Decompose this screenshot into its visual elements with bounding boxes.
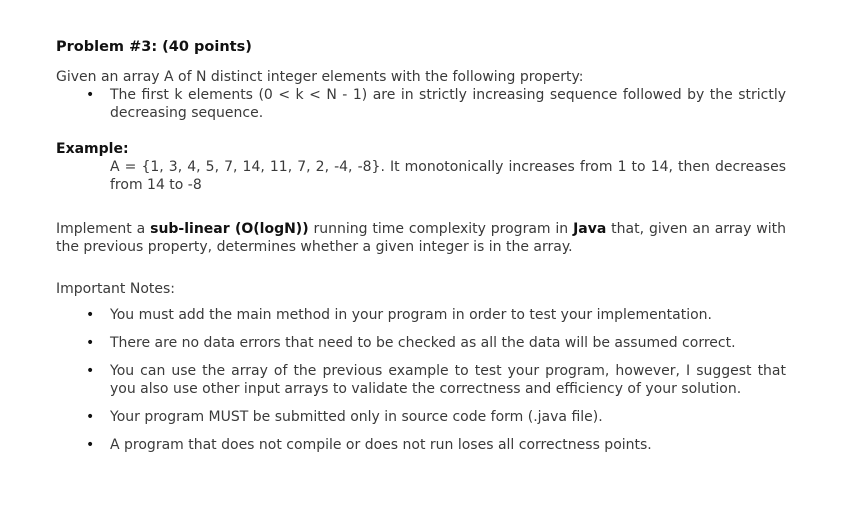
note-item: [56, 334, 786, 352]
property-text: The first k elements (0 < k < N - 1) are in strictly increasing sequence followed by the strictly decreasing sequence.: [110, 87, 786, 121]
note-text: Your program MUST be submitted only in source code form (.java file).: [110, 409, 603, 425]
note-text: There are no data errors that need to be checked as all the data will be assumed correct.: [110, 335, 736, 351]
problem-content: [56, 38, 786, 464]
bullet-icon: •: [86, 335, 95, 351]
problem-title: Problem #3: (40 points): [56, 39, 252, 55]
implement-middle: running time complexity program in: [308, 221, 574, 237]
bullet-icon: •: [86, 437, 95, 453]
property-list: [56, 86, 786, 122]
bullet-icon: •: [86, 409, 95, 425]
note-item: [56, 408, 786, 426]
note-item: [56, 436, 786, 454]
problem-intro: Given an array A of N distinct integer elements with the following property:: [56, 69, 584, 85]
implement-before: Implement a: [56, 221, 151, 237]
implement-paragraph: [56, 220, 786, 256]
property-item: [56, 86, 786, 122]
note-text: You can use the array of the previous example to test your program, however, I suggest that you also use other input arrays to validate the correctness and efficiency of your solution.: [110, 363, 786, 397]
bullet-icon: •: [86, 307, 95, 323]
example-label: Example:: [56, 141, 129, 157]
note-item: [56, 362, 786, 398]
example-text: A = {1, 3, 4, 5, 7, 14, 11, 7, 2, -4, -8}. It monotonically increases from 1 to 14, then decreases from 14 to -8: [110, 159, 786, 193]
language-emphasis: Java: [573, 221, 607, 237]
notes-label: Important Notes:: [56, 281, 176, 297]
implement-after: that, given an array with the previous property, determines whether a given integer is in the array.: [56, 221, 786, 255]
bullet-icon: •: [86, 87, 95, 103]
note-item: [56, 306, 786, 324]
notes-list: [56, 306, 786, 454]
complexity-emphasis: sub-linear (O(logN)): [150, 221, 309, 237]
note-text: You must add the main method in your program in order to test your implementation.: [110, 307, 712, 323]
note-text: A program that does not compile or does not run loses all correctness points.: [110, 437, 652, 453]
bullet-icon: •: [86, 363, 95, 379]
